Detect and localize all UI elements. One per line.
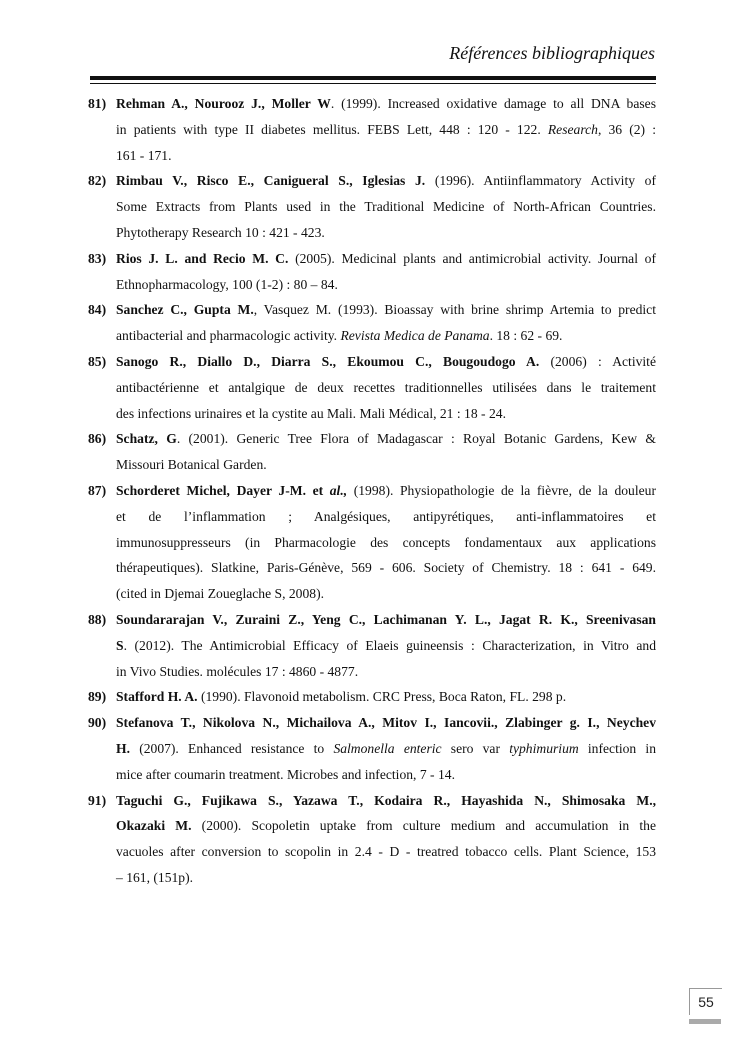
reference-line — [116, 246, 656, 272]
reference-entry — [90, 91, 656, 168]
reference-line — [116, 865, 656, 891]
reference-line — [116, 452, 656, 478]
reference-entry — [90, 349, 656, 426]
reference-authors: Schorderet Michel, Dayer J-M. et — [116, 482, 330, 498]
reference-line — [116, 581, 656, 607]
reference-text: (2007). Enhanced resistance to — [129, 740, 334, 756]
header-rule-thick — [90, 76, 656, 80]
reference-entry — [90, 168, 656, 245]
reference-text: des infections urinaires et la cystite au Mali. Mali Médical, 21 : 18 - 24. — [116, 405, 506, 421]
reference-line — [116, 813, 656, 839]
reference-text: (2005). Medicinal plants and antimicrobial activity. Journal of — [288, 250, 656, 266]
reference-text: , Vasquez M. (1993). Bioassay with brine shrimp Artemia to predict — [253, 302, 656, 318]
reference-number: 85) — [88, 353, 107, 369]
reference-line — [116, 220, 656, 246]
reference-entry — [90, 710, 656, 787]
reference-line — [116, 143, 656, 169]
reference-text: sero var — [441, 740, 510, 756]
reference-text: . 18 : 62 - 69. — [489, 328, 563, 344]
reference-text: (2006) : Activité — [539, 353, 656, 369]
reference-line — [116, 323, 656, 349]
reference-line — [116, 272, 656, 298]
reference-text: immunosuppresseurs (in Pharmacologie des concepts fondamentaux aux applications — [116, 534, 656, 550]
reference-authors: al., — [329, 482, 348, 498]
reference-line — [116, 788, 656, 814]
reference-authors: Okazaki M. — [116, 818, 192, 834]
reference-line — [116, 375, 656, 401]
reference-number: 86) — [88, 431, 107, 447]
reference-text: infection in — [578, 740, 656, 756]
reference-entry — [90, 246, 656, 298]
reference-authors: Rehman A., Nourooz J., Moller W — [116, 96, 331, 111]
reference-line — [116, 297, 656, 323]
reference-authors: S — [116, 637, 124, 653]
reference-text: , 36 (2) : — [597, 121, 656, 137]
reference-line — [116, 426, 656, 452]
reference-italic-text: Revista Medica de Panama — [340, 328, 490, 344]
reference-authors: Soundararajan V., Zuraini Z., Yeng C., Lachimanan Y. L., Jagat R. K., Sreenivasan — [116, 611, 656, 627]
reference-authors: Taguchi G., Fujikawa S., Yazawa T., Kodaira R., Hayashida N., Shimosaka M., — [116, 792, 656, 808]
reference-entry — [90, 607, 656, 684]
reference-text: et de l’inflammation ; Analgésiques, antipyrétiques, anti-inflammatoires et — [116, 508, 656, 524]
reference-line — [116, 530, 656, 556]
reference-text: (1998). Physiopathologie de la fièvre, de la douleur — [347, 482, 656, 498]
reference-entry — [90, 297, 656, 349]
reference-text: – 161, (151p). — [116, 869, 194, 885]
page-number-bar — [689, 1019, 721, 1024]
reference-line — [116, 117, 656, 143]
reference-number: 84) — [88, 302, 107, 318]
reference-number: 87) — [88, 482, 107, 498]
reference-text: antibactérienne et antalgique de deux recettes traditionnelles utilisées dans le traitement — [116, 379, 656, 395]
reference-entry — [90, 788, 656, 891]
reference-line — [116, 401, 656, 427]
reference-text: . (1999). Increased oxidative damage to all DNA bases — [330, 96, 656, 111]
reference-line — [116, 555, 656, 581]
reference-text: thérapeutiques). Slatkine, Paris-Génève, 569 - 606. Society of Chemistry. 18 : 641 - 649. — [116, 560, 656, 576]
section-title: Références bibliographiques — [449, 43, 655, 63]
reference-line — [116, 607, 656, 633]
reference-authors: Rimbau V., Risco E., Canigueral S., Iglesias J. — [116, 173, 426, 189]
reference-authors: Schatz, G — [116, 431, 177, 447]
reference-text: (1990). Flavonoid metabolism. CRC Press, Boca Raton, FL. 298 p. — [197, 689, 567, 705]
reference-number: 88) — [88, 611, 107, 627]
reference-line — [116, 91, 656, 117]
reference-authors: Stafford H. A. — [116, 689, 198, 705]
reference-text: Some Extracts from Plants used in the Traditional Medicine of North-African Countries. — [116, 199, 656, 215]
reference-italic-text: Research — [547, 121, 598, 137]
header-rule-thin — [90, 83, 656, 84]
reference-line — [116, 684, 656, 710]
reference-text: (1996). Antiinflammatory Activity of — [425, 173, 657, 189]
reference-line — [116, 659, 656, 685]
reference-number: 83) — [88, 250, 107, 266]
reference-line — [116, 633, 656, 659]
reference-text: 161 - 171. — [116, 147, 172, 163]
reference-number: 90) — [88, 715, 107, 731]
reference-text: . (2012). The Antimicrobial Efficacy of Elaeis guineensis : Characterization, in Vitro and — [123, 637, 656, 653]
page-number: 55 — [689, 988, 722, 1015]
reference-number: 89) — [88, 689, 107, 705]
reference-line — [116, 504, 656, 530]
reference-text: vacuoles after conversion to scopolin in 2.4 - D - treatred tobacco cells. Plant Science, 153 — [116, 844, 656, 860]
reference-line — [116, 349, 656, 375]
reference-authors: Sanogo R., Diallo D., Diarra S., Ekoumou C., Bougoudogo A. — [116, 353, 540, 369]
reference-entry — [90, 684, 656, 710]
reference-number: 91) — [88, 792, 107, 808]
reference-authors: Stefanova T., Nikolova N., Michailova A., Mitov I., Iancovii., Zlabinger g. I., Neychev — [116, 715, 656, 731]
reference-text: Ethnopharmacology, 100 (1-2) : 80 – 84. — [116, 276, 338, 292]
reference-italic-text: Salmonella enteric — [333, 740, 442, 756]
reference-line — [116, 710, 656, 736]
reference-line — [116, 478, 656, 504]
reference-text: antibacterial and pharmacologic activity. — [116, 328, 341, 344]
reference-line — [116, 168, 656, 194]
reference-line — [116, 839, 656, 865]
reference-line — [116, 194, 656, 220]
reference-entry — [90, 478, 656, 607]
reference-text: (cited in Djemai Zoueglache S, 2008). — [116, 586, 324, 602]
reference-text: . (2001). Generic Tree Flora of Madagascar : Royal Botanic Gardens, Kew & — [176, 431, 656, 447]
reference-authors: Sanchez C., Gupta M. — [116, 302, 254, 318]
reference-number: 82) — [88, 173, 107, 189]
reference-text: Phytotherapy Research 10 : 421 - 423. — [116, 224, 325, 240]
reference-entry — [90, 426, 656, 478]
reference-authors: H. — [116, 740, 130, 756]
reference-line — [116, 762, 656, 788]
reference-text: 448 : 120 - 122. — [432, 121, 548, 137]
reference-text: in patients with type II diabetes mellitus. FEBS Lett — [116, 121, 429, 137]
reference-authors: Rios J. L. and Recio M. C. — [116, 250, 289, 266]
reference-text: mice after coumarin treatment. Microbes and infection, 7 - 14. — [116, 766, 455, 782]
reference-text: Missouri Botanical Garden. — [116, 457, 267, 473]
reference-list — [90, 91, 656, 891]
reference-number: 81) — [88, 96, 107, 111]
reference-italic-text: , — [428, 121, 433, 137]
reference-line — [116, 736, 656, 762]
reference-text: (2000). Scopoletin uptake from culture medium and accumulation in the — [191, 818, 656, 834]
reference-italic-text: typhimurium — [509, 740, 579, 756]
reference-text: in Vivo Studies. molécules 17 : 4860 - 4877. — [116, 663, 359, 679]
